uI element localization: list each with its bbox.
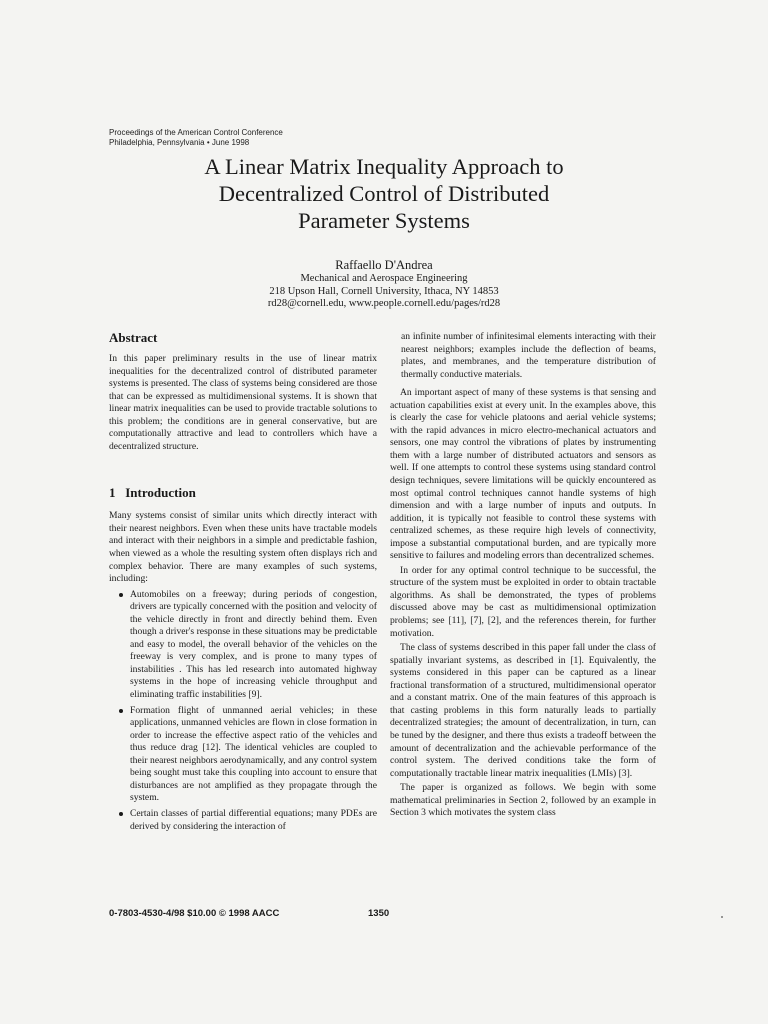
title-line-3: Parameter Systems — [298, 208, 470, 233]
author-contact: rd28@cornell.edu, www.people.cornell.edu/pages/rd28 — [267, 298, 501, 309]
list-item — [109, 705, 377, 805]
bullet-dot — [119, 593, 123, 597]
author-department: Mechanical and Aerospace Engineering — [300, 273, 468, 284]
author-address: 218 Upson Hall, Cornell University, Ithaca, NY 14853 — [269, 285, 499, 297]
intro-paragraph-1: Many systems consist of similar units which directly interact with their nearest neighbors. Even when these units have tractable models and interact with their neighbors in a simple and predictable fashion, when viewed as a whole the resulting system often displays rich and complex behavior. There are many examples of such systems, including: — [109, 510, 377, 585]
right-column — [390, 331, 656, 820]
proceedings-line-1: Proceedings of the American Control Conference — [109, 128, 283, 137]
list-item — [109, 808, 377, 833]
bullet-text: Automobiles on a freeway; during periods of congestion, drivers are typically concerned with the position and velocity of the vehicle directly in front and directly behind them. Even though a driver's response in these situations may be predictable and easy to model, the overall behavior of the vehicles on the freeway is very complex, and is prone to many types of instabilities . This has led research into automated highway systems in the hope of increasing vehicle throughput and eliminating traffic instabilities [9]. — [130, 588, 377, 701]
bullet-text: Formation flight of unmanned aerial vehicles; in these applications, unmanned vehicles are flown in close formation in order to increase the effective aspect ratio of the vehicles and thus reduce drag [12]. The identical vehicles are coupled to their nearest neighbors aerodynamically, and any control system being sought must take this coupling into account to ensure that disturbances are not amplified as they propagate through the system. — [130, 704, 377, 804]
intro-heading — [109, 485, 377, 501]
title-line-2: Decentralized Control of Distributed — [218, 181, 550, 206]
intro-number: 1 — [109, 485, 116, 501]
bullet-continuation: an infinite number of infinitesimal elements interacting with their nearest neighbors; examples include the deflection of beams, plates, and membranes, and the temperature distribution of thermally conductive materials. — [401, 331, 656, 380]
bullet-dot — [119, 709, 123, 713]
list-item — [109, 589, 377, 702]
body-paragraph-1: An important aspect of many of these systems is that sensing and actuation capabilities exist at every unit. In the examples above, this is clearly the case for vehicle platoons and aerial vehicle systems; with the rapid advances in micro electro-mechanical actuators and sensors, one may control the vibrations of plates by instrumenting them with a large number of distributed actuators and sensors as well. If one attempts to control these systems using standard control design techniques, severe limitations will be quickly encountered as most optimal control techniques cannot handle systems of high dimension and with a large number of inputs and outputs. In addition, it is typically not feasible to control these systems with centralized schemes, as these require high levels of connectivity, impose a substantial computational burden, and are typically more sensitive to failures and modeling errors than decentralized schemes. — [390, 387, 656, 562]
body-paragraph-4: The paper is organized as follows. We begin with some mathematical preliminaries in Section 2, followed by an example in Section 3 which motivates the system class — [390, 782, 656, 819]
abstract-heading: Abstract — [109, 330, 158, 345]
footer-code: 0-7803-4530-4/98 $10.00 © 1998 AACC — [109, 908, 280, 919]
page-number: 1350 — [368, 908, 390, 919]
left-column — [109, 330, 377, 833]
scan-speck — [721, 916, 723, 918]
intro-title: Introduction — [125, 485, 196, 501]
bullet-text: Certain classes of partial differential equations; many PDEs are derived by considering the interaction of — [130, 807, 377, 832]
author-name: Raffaello D'Andrea — [335, 258, 433, 272]
footer — [109, 908, 409, 920]
proceedings-header — [109, 128, 283, 148]
body-paragraph-2: In order for any optimal control technique to be successful, the structure of the system must be exploited in order to obtain tractable algorithms. As shall be demonstrated, the types of problems discussed above may be cast as multidimensional optimization problems; see [11], [7], [2], and the references therein, for further motivation. — [390, 564, 656, 639]
abstract-text: In this paper preliminary results in the use of linear matrix inequalities for the decentralized control of distributed parameter systems is presented. The class of systems being considered are those that can be expressed as multidimensional systems. It is shown that linear matrix inequalities can be used to provide tractable solutions to this problem; the conditions are in general conservative, but are computationally attractive and lead to controllers which have a decentralized structure. — [109, 353, 377, 452]
body-paragraph-3: The class of systems described in this paper fall under the class of spatially invariant systems, as described in [1]. Equivalently, the systems considered in this paper can be captured as a linear fractional transformation of a structured, multidimensional operator and a constant matrix. One of the main features of this approach is that casting problems in this form naturally leads to partially decentralized strategies; the amount of decentralization, in turn, can be tuned by the designer, and there thus exists a tradeoff between the amount of decentralization and the achievable performance of the control system. The derived conditions take the form of computationally tractable linear matrix inequalities (LMIs) [3]. — [390, 642, 656, 779]
bullet-dot — [119, 812, 123, 816]
title-line-1: A Linear Matrix Inequality Approach to — [204, 154, 564, 179]
intro-bullet-list — [109, 589, 377, 833]
author-block — [180, 257, 588, 311]
proceedings-line-2: Philadelphia, Pennsylvania • June 1998 — [109, 138, 250, 147]
paper-title — [100, 153, 668, 234]
